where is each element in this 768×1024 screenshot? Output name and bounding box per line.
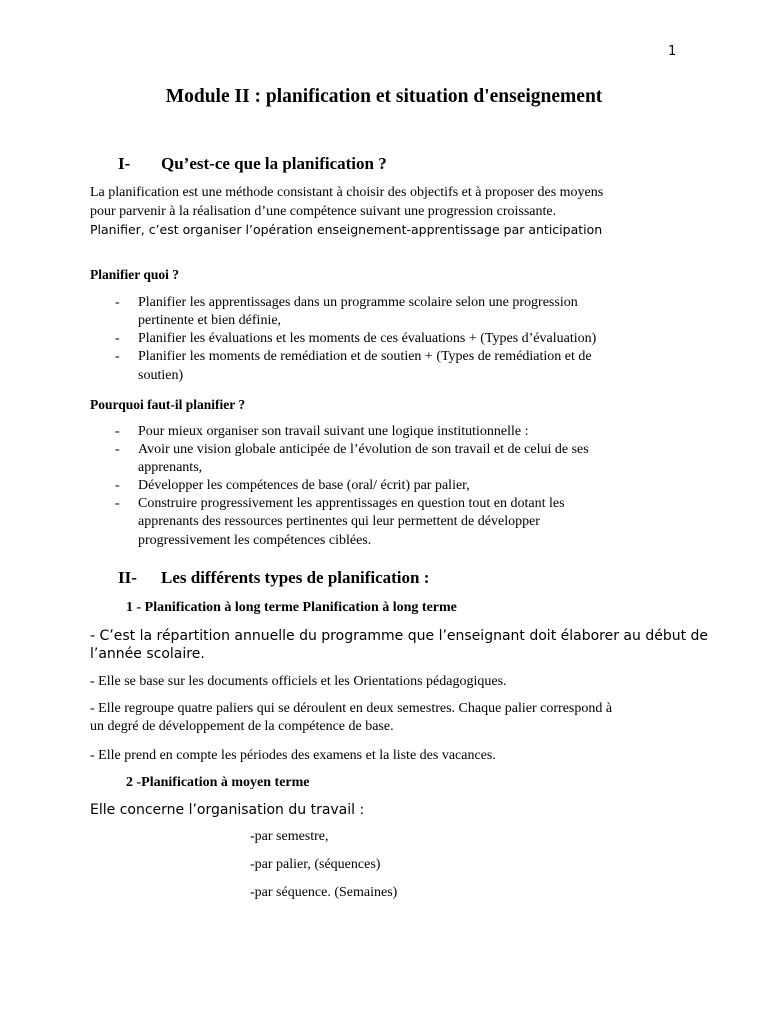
list-item-text: apprenants, xyxy=(138,460,203,475)
indented-list-item: -par séquence. (Semaines) xyxy=(250,885,398,900)
page-number: 1 xyxy=(668,44,677,59)
list-item-text: Avoir une vision globale anticipée de l’évolution de son travail et de celui de ses xyxy=(138,442,589,457)
intro-line-1: La planification est une méthode consistant à choisir des objectifs et à proposer des moyens xyxy=(90,185,604,200)
paragraph-line: - Elle regroupe quatre paliers qui se déroulent en deux semestres. Chaque palier correspond à xyxy=(90,701,613,716)
list-item-text: Planifier les apprentissages dans un programme scolaire selon une progression xyxy=(138,295,578,310)
list-item-text: Pour mieux organiser son travail suivant une logique institutionnelle : xyxy=(138,424,529,439)
list-dash: - xyxy=(115,424,120,439)
list-item-text: pertinente et bien définie, xyxy=(138,313,282,328)
intro-line-2: pour parvenir à la réalisation d’une compétence suivant une progression croissante. xyxy=(90,204,557,219)
section-2-title: Les différents types de planification : xyxy=(161,568,430,587)
list-item-text: Construire progressivement les apprentissages en question tout en dotant les xyxy=(138,496,565,511)
section-1-title: Qu’est-ce que la planification ? xyxy=(161,154,387,173)
section-2-number: II- xyxy=(118,568,137,587)
indented-list-item: -par semestre, xyxy=(250,829,329,844)
paragraph-line: un degré de développement de la compétence de base. xyxy=(90,719,394,734)
list-dash: - xyxy=(115,331,120,346)
list-item-text: soutien) xyxy=(138,368,184,383)
section-1-number: I- xyxy=(118,154,131,173)
page-title: Module II : planification et situation d'enseignement xyxy=(165,86,603,107)
list-dash: - xyxy=(115,478,120,493)
list-item-text: Planifier les moments de remédiation et de soutien + (Types de remédiation et de xyxy=(138,349,592,364)
paragraph-line: Elle concerne l’organisation du travail : xyxy=(90,802,365,818)
intro-line-3: Planifier, c’est organiser l’opération enseignement-apprentissage par anticipation xyxy=(90,222,603,237)
subsection-2-heading: 2 -Planification à moyen terme xyxy=(126,775,310,790)
pourquoi-heading: Pourquoi faut-il planifier ? xyxy=(90,397,246,412)
list-dash: - xyxy=(115,349,120,364)
paragraph-line: - Elle se base sur les documents officiels et les Orientations pédagogiques. xyxy=(90,674,507,689)
list-item-text: Planifier les évaluations et les moments de ces évaluations + (Types d’évaluation) xyxy=(138,331,597,346)
paragraph-line: l’année scolaire. xyxy=(90,646,205,662)
list-dash: - xyxy=(115,295,120,310)
list-item-text: apprenants des ressources pertinentes qui leur permettent de développer xyxy=(138,514,540,529)
paragraph-line: - Elle prend en compte les périodes des examens et la liste des vacances. xyxy=(90,748,496,763)
list-item-text: progressivement les compétences ciblées. xyxy=(138,533,372,548)
list-dash: - xyxy=(115,442,120,457)
planifier-quoi-heading: Planifier quoi ? xyxy=(90,267,180,282)
list-item-text: Développer les compétences de base (oral/ écrit) par palier, xyxy=(138,478,470,493)
list-dash: - xyxy=(115,496,120,511)
indented-list-item: -par palier, (séquences) xyxy=(250,857,381,872)
paragraph-line: - C’est la répartition annuelle du programme que l’enseignant doit élaborer au début de xyxy=(90,628,709,644)
subsection-1-heading: 1 - Planification à long terme Planification à long terme xyxy=(126,600,457,615)
